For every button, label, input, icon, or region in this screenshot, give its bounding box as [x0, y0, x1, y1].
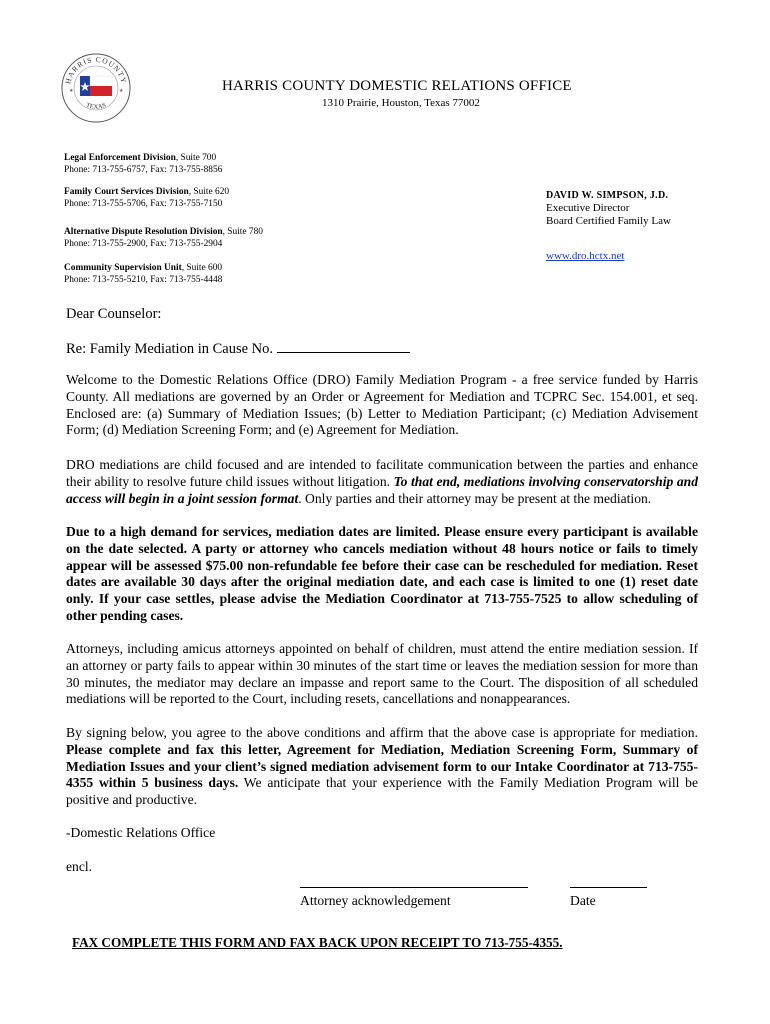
enclosure-note: encl. — [66, 859, 93, 874]
attorney-signature-line[interactable] — [300, 887, 528, 888]
division-suite: , Suite 700 — [175, 153, 217, 163]
director-certification: Board Certified Family Law — [546, 215, 671, 227]
emphasis-joint-session: To that end, mediations involving conservatorship and access will begin in a joint session format — [66, 473, 698, 506]
website-link[interactable]: www.dro.hctx.net — [546, 250, 625, 262]
division-name: Family Court Services Division — [64, 187, 189, 197]
division-name: Community Supervision Unit — [64, 263, 182, 273]
paragraph-text: By signing below, you agree to the above conditions and affirm that the above case is appropriate for mediation. — [66, 725, 698, 740]
date-signature-line[interactable] — [570, 887, 647, 888]
texas-flag-icon — [80, 76, 112, 96]
paragraph-text: . Only parties and their attorney may be present at the mediation. — [298, 490, 652, 506]
cause-number-blank[interactable] — [277, 340, 410, 353]
division-suite: , Suite 780 — [222, 227, 263, 237]
paragraph-high-demand: Due to a high demand for services, mediation dates are limited. Please ensure every participant is available on the date selected. A party or attorney who cancels mediation without 48 hours notice or fails to timely appear will be assessed $75.00 non-refundable fee before their case can be rescheduled for mediation. Reset dates are available 30 days after the original mediation date, and each case is limited to one (1) reset date only. If your case settles, please advise the Mediation Coordinator at 713-755-7525 to allow scheduling of other pending cases. — [66, 524, 698, 623]
paragraph-welcome: Welcome to the Domestic Relations Office (DRO) Family Mediation Program - a free service funded by Harris County. All mediations are governed by an Order or Agreement for Mediation and TCPRC Sec. 154.001, et seq. Enclosed are: (a) Summary of Mediation Issues; (b) Letter to Mediation Participant; (c) Mediation Advisement Form; (d) Mediation Screening Form; and (e) Agreement for Mediation. — [66, 372, 698, 438]
division-community-supervision — [64, 262, 222, 286]
division-family-court-services — [64, 186, 229, 210]
division-suite: , Suite 600 — [181, 263, 223, 273]
harris-county-seal — [60, 52, 132, 124]
division-alternative-dispute-resolution — [64, 226, 263, 250]
paragraph-text: DRO mediations are child focused and are intended to facilitate communication between the parties and enhance their ability to resolve future child issues without litigation. — [66, 457, 698, 489]
paragraph-attendance: Attorneys, including amicus attorneys appointed on behalf of children, must attend the entire mediation session. If an attorney or party fails to appear within 30 minutes of the start time or leaves the mediation session for more than 30 minutes, the mediator may declare an impasse and report same to the Court. The disposition of all scheduled mediations will be reported to the Court, including resets, cancellations and nonappearances. — [66, 641, 698, 707]
svg-text:★: ★ — [119, 89, 124, 94]
re-line-text: Re: Family Mediation in Cause No. — [66, 341, 277, 357]
paragraph-child-focused — [66, 457, 698, 507]
division-phones: Phone: 713-755-5210, Fax: 713-755-4448 — [64, 275, 223, 285]
paragraph-text: We anticipate that your experience with the Family Mediation Program will be positive and productive. — [66, 775, 698, 808]
director-block — [546, 189, 671, 228]
fax-instruction-footer: FAX COMPLETE THIS FORM AND FAX BACK UPON RECEIPT TO 713-755-4355. — [72, 935, 563, 950]
attorney-acknowledgement-label: Attorney acknowledgement — [300, 893, 451, 908]
office-address: 1310 Prairie, Houston, Texas 77002 — [322, 97, 480, 109]
signoff: -Domestic Relations Office — [66, 825, 216, 840]
svg-text:★: ★ — [69, 89, 74, 94]
division-phones: Phone: 713-755-2900, Fax: 713-755-2904 — [64, 239, 223, 249]
seal-top-text: HARRIS COUNTY — [63, 54, 129, 85]
re-line — [66, 340, 410, 358]
emphasis-fax-instructions: Please complete and fax this letter, Agreement for Mediation, Mediation Screening Form, Summary of Mediation Issues and your client’s signed mediation advisement form to our Intake Coordinator at 713-755-4355 within 5 business days. — [66, 741, 698, 791]
salutation: Dear Counselor: — [66, 306, 162, 322]
division-legal-enforcement — [64, 152, 222, 176]
date-label: Date — [570, 893, 596, 908]
director-title: Executive Director — [546, 202, 630, 214]
seal-bottom-text: TEXAS — [85, 101, 107, 111]
division-name: Alternative Dispute Resolution Division — [64, 227, 223, 237]
office-title: HARRIS COUNTY DOMESTIC RELATIONS OFFICE — [222, 78, 572, 94]
division-phones: Phone: 713-755-6757, Fax: 713-755-8856 — [64, 165, 223, 175]
division-name: Legal Enforcement Division — [64, 153, 176, 163]
division-phones: Phone: 713-755-5706, Fax: 713-755-7150 — [64, 199, 223, 209]
paragraph-signing — [66, 725, 698, 809]
division-suite: , Suite 620 — [188, 187, 230, 197]
director-name: DAVID W. SIMPSON, J.D. — [546, 190, 669, 201]
